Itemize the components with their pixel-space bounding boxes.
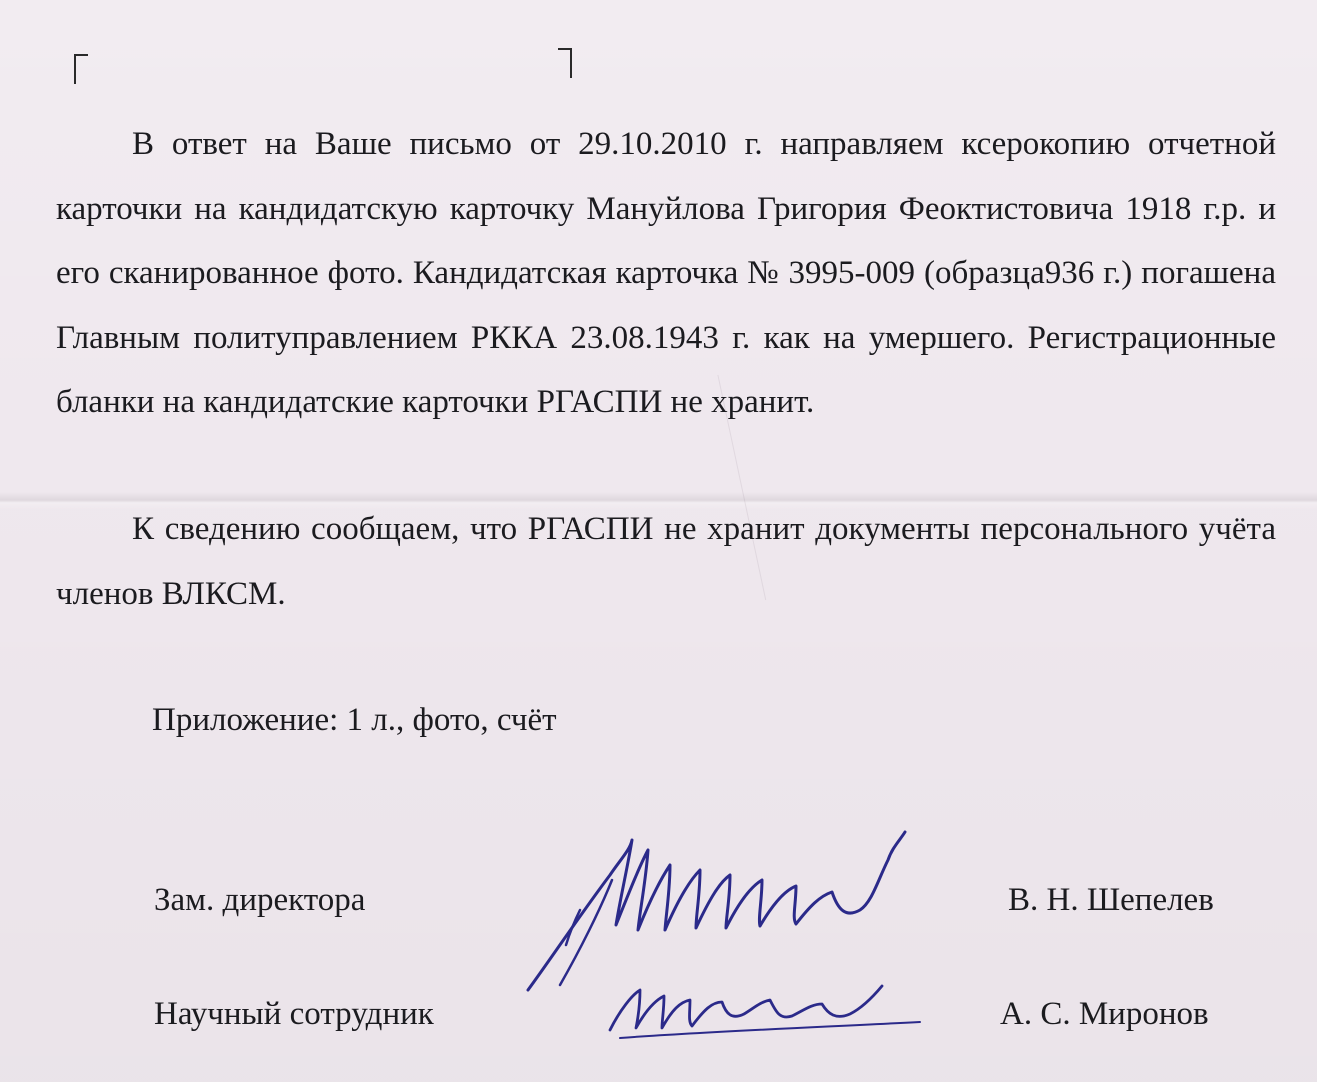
letter-paragraph-2: К сведению сообщаем, что РГАСПИ не хранит документы персонального учёта членов ВЛКСМ. (56, 511, 1276, 612)
signatory-name: В. Н. Шепелев (1008, 882, 1214, 918)
handwritten-signature-researcher (600, 970, 930, 1050)
signatory-name: А. С. Миронов (1000, 996, 1209, 1032)
attachment-line: Приложение: 1 л., фото, счёт (152, 702, 557, 738)
signatory-role: Научный сотрудник (154, 996, 434, 1032)
address-bracket-left (74, 54, 88, 84)
signatory-role: Зам. директора (154, 882, 366, 918)
letter-paragraph-1: В ответ на Ваше письмо от 29.10.2010 г. направляем ксерокопию отчетной карточки на кандидатскую карточку Мануйлова Григория Феоктистовича 1918 г.р. и его сканированное фото. Кандидатская карточка № 3995-009 (образца936 г.) погашена Главным политуправлением РККА 23.08.1943 г. как на умершего. Регистрационные бланки на кандидатские карточки РГАСПИ не хранит. (56, 126, 1276, 420)
address-bracket-right (558, 48, 572, 78)
